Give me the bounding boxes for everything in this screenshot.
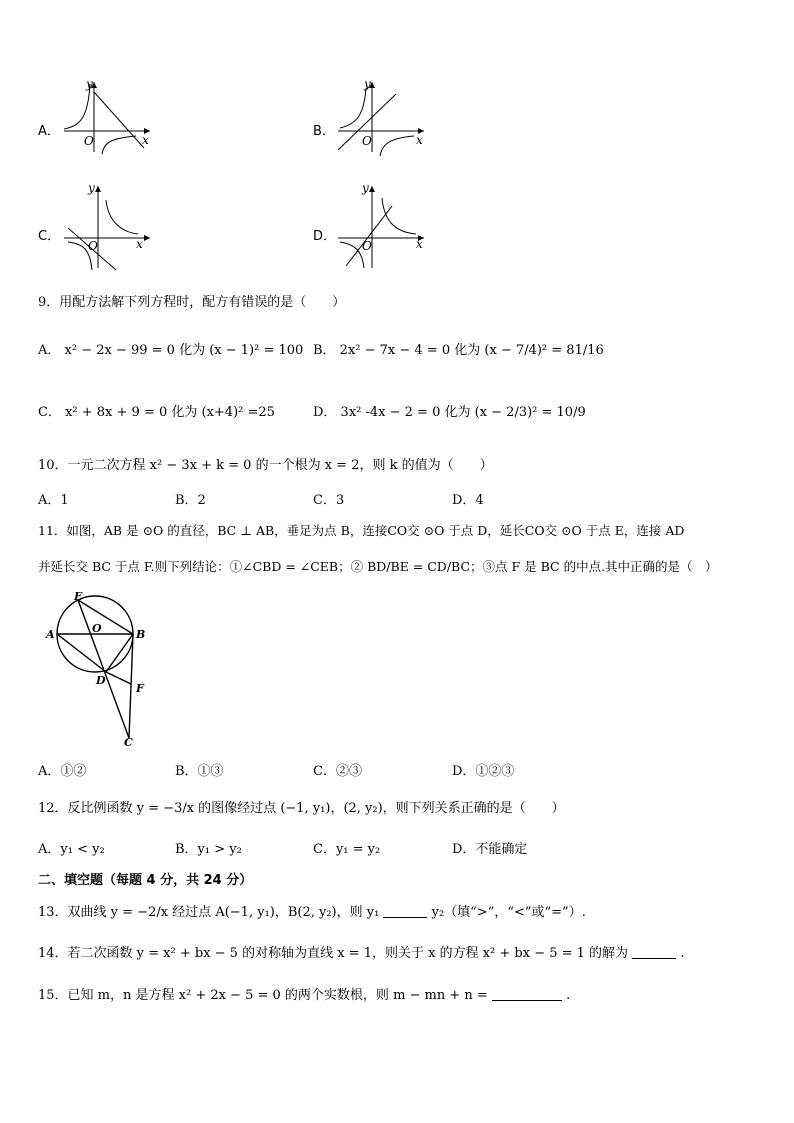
- q12-option-c: C．y₁ = y₂: [313, 842, 381, 857]
- graph-b-label: B．: [313, 124, 335, 139]
- graph-option-a: [58, 76, 158, 156]
- q15-text-pre: 15．已知 m，n 是方程 x² + 2x − 5 = 0 的两个实数根，则 m − mn + n =: [38, 988, 488, 1003]
- graph-a-label: A．: [38, 124, 60, 139]
- fig-label-f: F: [136, 682, 144, 695]
- q13-answer-blank[interactable]: [383, 905, 427, 918]
- graph-c-x-label: x: [136, 237, 143, 251]
- graph-d-x-label: x: [416, 237, 423, 251]
- graph-c-y-label: y: [88, 181, 95, 195]
- q9-option-d: D． 3x² -4x − 2 = 0 化为 (x − 2/3)² = 10/9: [313, 405, 586, 420]
- q9-stem: 9．用配方法解下列方程时，配方有错误的是（ ）: [38, 295, 346, 310]
- q12-option-d: D．不能确定: [452, 842, 528, 857]
- q15-text-post: .: [566, 988, 571, 1003]
- graph-d-y-label: y: [362, 181, 369, 195]
- q11-option-b: B．①③: [175, 764, 224, 779]
- q10-option-a: A．1: [38, 493, 69, 508]
- q13: [38, 901, 586, 920]
- graph-b-x-label: x: [416, 133, 423, 147]
- q10-option-c: C．3: [313, 493, 345, 508]
- fig-label-b: B: [136, 628, 146, 641]
- q15: [38, 984, 570, 1003]
- q11-option-c: C．②③: [313, 764, 362, 779]
- fig-label-a: A: [46, 628, 55, 641]
- fig-label-c: C: [124, 736, 133, 748]
- q9-option-b: B． 2x² − 7x − 4 = 0 化为 (x − 7/4)² = 81/16: [313, 343, 604, 358]
- graph-option-c: [58, 180, 158, 272]
- q10-option-b: B．2: [175, 493, 206, 508]
- graph-a-x-label: x: [142, 133, 149, 147]
- q12-option-b: B．y₁ > y₂: [175, 842, 242, 857]
- q14-answer-blank[interactable]: [632, 946, 676, 959]
- fig-label-e: E: [74, 590, 83, 603]
- q14-text-post: .: [680, 946, 685, 961]
- section-2-title: 二、填空题（每题 4 分，共 24 分）: [38, 873, 253, 888]
- fig-label-d: D: [96, 674, 106, 687]
- q12-stem: 12．反比例函数 y = −3/x 的图像经过点 (−1, y₁)，(2, y₂)，则下列关系正确的是（ ）: [38, 801, 565, 816]
- q12-option-a: A．y₁ < y₂: [38, 842, 105, 857]
- q11-line2: 并延长交 BC 于点 F.则下列结论：①∠CBD = ∠CEB；② BD/BE = CD/BC；③点 F 是 BC 的中点.其中正确的是（ ）: [38, 559, 718, 574]
- q13-text-post: y₂（填“>”，“<”或“=”）.: [431, 905, 586, 920]
- q14: [38, 942, 684, 961]
- fig-label-o: O: [92, 622, 102, 635]
- graph-c-origin: O: [88, 239, 98, 253]
- q10-option-d: D．4: [452, 493, 484, 508]
- q11-geometry-figure: [40, 588, 150, 748]
- q9-option-a: A． x² − 2x − 99 = 0 化为 (x − 1)² = 100: [38, 343, 304, 358]
- q9-option-c: C． x² + 8x + 9 = 0 化为 (x+4)² =25: [38, 405, 275, 420]
- q10-stem: 10．一元二次方程 x² − 3x + k = 0 的一个根为 x = 2，则 k 的值为（ ）: [38, 458, 493, 473]
- q15-answer-blank[interactable]: [492, 988, 562, 1001]
- q11-option-d: D．①②③: [452, 764, 515, 779]
- graph-d-label: D．: [313, 229, 337, 244]
- q14-text-pre: 14．若二次函数 y = x² + bx − 5 的对称轴为直线 x = 1，则关于 x 的方程 x² + bx − 5 = 1 的解为: [38, 946, 629, 961]
- graph-option-b: [332, 76, 432, 156]
- q11-option-a: A．①②: [38, 764, 87, 779]
- graph-a-y-label: y: [86, 77, 93, 91]
- graph-b-origin: O: [362, 134, 372, 148]
- graph-option-d: [332, 180, 432, 272]
- q11-line1: 11．如图，AB 是 ⊙O 的直径，BC ⊥ AB，垂足为点 B，连接CO交 ⊙O 于点 D，延长CO交 ⊙O 于点 E，连接 AD: [38, 523, 685, 538]
- graph-a-origin: O: [84, 134, 94, 148]
- graph-d-origin: O: [362, 239, 372, 253]
- graph-b-y-label: y: [364, 77, 371, 91]
- graph-c-label: C．: [38, 229, 61, 244]
- q13-text-pre: 13．双曲线 y = −2/x 经过点 A(−1, y₁)，B(2, y₂)，则 y₁: [38, 905, 380, 920]
